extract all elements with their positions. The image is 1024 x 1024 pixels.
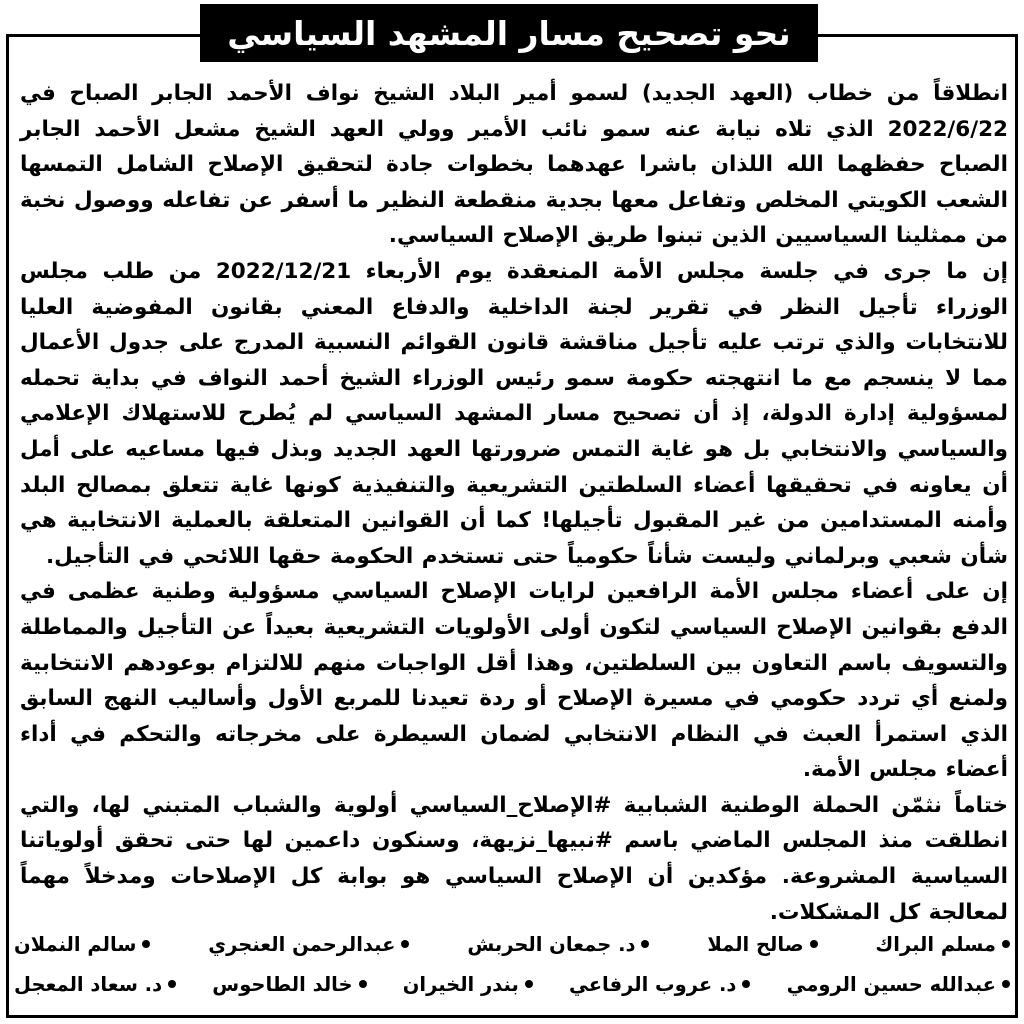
bullet-icon [1002, 980, 1010, 988]
bullet-icon [742, 980, 750, 988]
signatory: د. عروب الرفاعي [569, 973, 750, 996]
bullet-icon [401, 940, 409, 948]
signatory: عبدالله حسين الرومي [787, 973, 1010, 996]
paragraph-session: إن ما جرى في جلسة مجلس الأمة المنعقدة يوم الأربعاء 2022/12/21 من طلب مجلس الوزراء تأجيل النظر في تقرير لجنة الداخلية والدفاع المعني بقانون المفوضية العليا للانتخابات والذي ترتب عليه تأجيل مناقشة قانون القوائم النسبية المدرج على جدول الأعمال مما لا ينسجم مع ما انتهجته حكومة سمو رئيس الوزراء الشيخ أحمد النواف في بداية تحمله لمسؤولية إدارة الدولة، إذ أن تصحيح مسار المشهد السياسي لم يُطرح للاستهلاك الإعلامي والسياسي والانتخابي بل هو غاية التمس ضرورتها العهد الجديد وبذل فيها مساعيه على أمل أن يعاونه في تحقيقها أعضاء السلطتين التشريعية والتنفيذية كونها غاية تتعلق بمصالح البلد وأمنه المستدامين من غير المقبول تأجيلها! كما أن القوانين المتعلقة بالعملية الانتخابية هي شأن شعبي وبرلماني وليست شأناً حكومياً حتى تستخدم الحكومة حقها اللائحي في التأجيل. [20, 258, 1008, 569]
signatories [14, 924, 1010, 1004]
signatory-row-1 [14, 924, 1010, 964]
bullet-icon [810, 940, 818, 948]
statement-body [20, 76, 1008, 930]
page-title: نحو تصحيح مسار المشهد السياسي [227, 13, 791, 53]
signatory: سالم النملان [14, 933, 150, 956]
signatory: د. سعاد المعجل [14, 973, 176, 996]
signatory: صالح الملا [707, 933, 817, 956]
paragraph-intro: انطلاقاً من خطاب (العهد الجديد) لسمو أمير البلاد الشيخ نواف الأحمد الجابر الصباح في 2022/6/22 الذي تلاه نيابة عنه سمو نائب الأمير وولي العهد الشيخ مشعل الأحمد الجابر الصباح حفظهما الله اللذان باشرا عهدهما بخطوات جادة لتحقيق الإصلاح الشامل التمسها الشعب الكويتي المخلص وتفاعل معها بجدية منقطعة النظير ما أسفر عن تفاعله ووصول نخبة من ممثلينا السياسيين الذين تبنوا طريق الإصلاح السياسي. [20, 81, 1008, 249]
bullet-icon [1002, 940, 1010, 948]
bullet-icon [168, 980, 176, 988]
title-banner [200, 4, 818, 62]
bullet-icon [641, 940, 649, 948]
bullet-icon [142, 940, 150, 948]
signatory: خالد الطاحوس [212, 973, 366, 996]
signatory: مسلم البراك [875, 933, 1010, 956]
signatory: د. جمعان الحربش [467, 933, 649, 956]
paragraph-closing: ختاماً نثمّن الحملة الوطنية الشبابية #الإصلاح_السياسي أولوية والشباب المتبني لها، والتي انطلقت منذ المجلس الماضي باسم #نبيها_نزيهة، وسنكون داعمين لها حتى تحقق أولوياتنا السياسية المشروعة. مؤكدين أن الإصلاح السياسي هو بوابة كل الإصلاحات ومدخلاً مهماً لمعالجة كل المشكلات. [20, 792, 1008, 925]
paragraph-responsibility: إن على أعضاء مجلس الأمة الرافعين لرايات الإصلاح السياسي مسؤولية وطنية عظمى في الدفع بقوانين الإصلاح السياسي لتكون أولى الأولويات التشريعية بعيداً عن التأجيل والمماطلة والتسويف باسم التعاون بين السلطتين، وهذا أقل الواجبات منهم للالتزام بوعودهم الانتخابية ولمنع أي تردد حكومي في مسيرة الإصلاح أو ردة تعيدنا للمربع الأول وأساليب النهج السابق الذي استمرأ العبث في النظام الانتخابي لضمان السيطرة على مخرجاته والتحكم في أداء أعضاء مجلس الأمة. [20, 579, 1008, 783]
bullet-icon [359, 980, 367, 988]
signatory: عبدالرحمن العنجري [208, 933, 409, 956]
signatory-row-2 [14, 964, 1010, 1004]
signatory: بندر الخيران [403, 973, 533, 996]
bullet-icon [525, 980, 533, 988]
